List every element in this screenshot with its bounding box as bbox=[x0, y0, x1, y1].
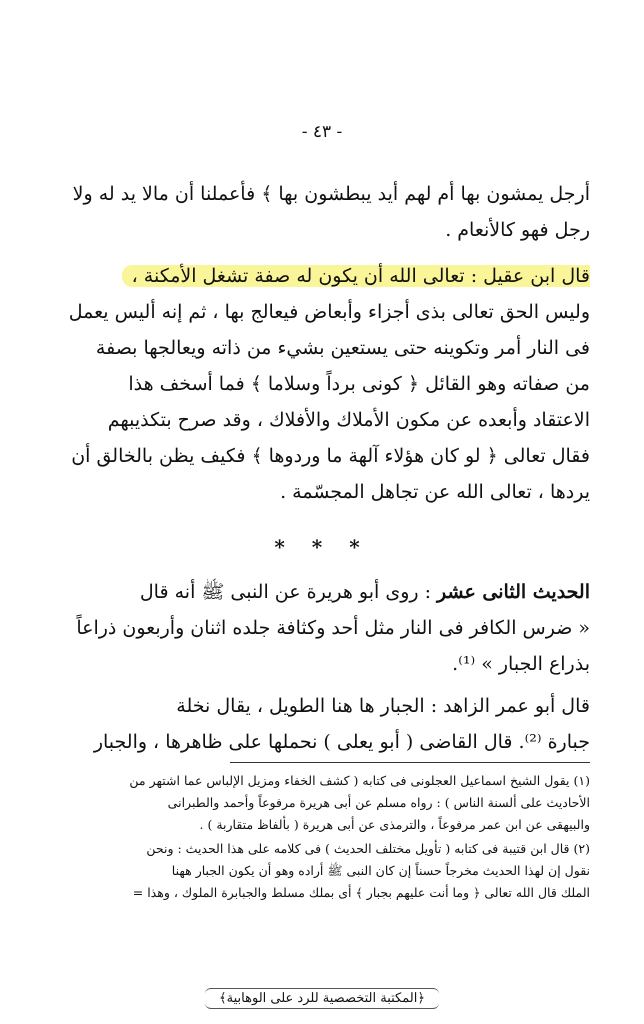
text-line: فقال تعالى ﴿ لو كان هؤلاء آلهة ما وردوها ﴾ فكيف يظن بالخالق أن bbox=[71, 445, 590, 467]
paragraph-4 bbox=[66, 688, 590, 760]
footnote-line: (٢) قال ابن قتيبة فى كتابه ( تأويل مختلف الحديث ) فى كلامه على هذا الحديث : ونحن bbox=[146, 841, 590, 856]
text-line: بذراع الجبار » ⁽¹⁾. bbox=[452, 653, 590, 675]
text-line: جبارة ⁽²⁾. قال القاضى ( أبو يعلى ) نحملها على ظاهرها ، والجبار bbox=[93, 731, 590, 753]
page-number: - ٤٣ - bbox=[301, 122, 343, 142]
text-line: أرجل يمشون بها أم لهم أيد يبطشون بها ﴾ فأعملنا أن مالا يد له ولا bbox=[72, 183, 590, 205]
footnote-2 bbox=[66, 838, 590, 904]
paragraph-3 bbox=[66, 574, 590, 682]
library-footer bbox=[0, 988, 644, 1009]
highlighted-line bbox=[66, 258, 590, 294]
text-line: فى النار أمر وتكوينه حتى يستعين بشيء من ذاته ويعالجها بصفة bbox=[95, 337, 590, 359]
hadith-intro: : روى أبو هريرة عن النبى ﷺ أنه قال bbox=[139, 581, 431, 603]
footnote-line: (١) يقول الشيخ اسماعيل العجلونى فى كتابه ( كشف الخفاء ومزيل الإلباس عما اشتهر من bbox=[129, 773, 590, 788]
footnote-line: نقول إن لهذا الحديث مخرجاً حسناً إن كان النبى ﷺ أراده وهو أن يكون الجبار ههنا bbox=[171, 863, 590, 878]
footnote-divider bbox=[230, 762, 590, 763]
paragraph-1 bbox=[66, 176, 590, 248]
text-line: وليس الحق تعالى بذى أجزاء وأبعاض فيعالج بها ، ثم إنه أليس يعمل bbox=[68, 301, 590, 323]
hadith-title: الحديث الثانى عشر bbox=[437, 581, 590, 603]
highlight-mark: قال ابن عقيل : تعالى الله أن يكون له صفة تشغل الأمكنة ، bbox=[122, 265, 590, 287]
text-line: من صفاته وهو القائل ﴿ كونى برداً وسلاما ﴾ فما أسخف هذا bbox=[128, 373, 590, 395]
text-line bbox=[66, 574, 590, 610]
text-line: « ضرس الكافر فى النار مثل أحد وكثافة جلده اثنان وأربعون ذراعاً bbox=[76, 617, 590, 639]
footnote-line: الأحاديث على ألسنة الناس ) : رواه مسلم عن أبى هريرة مرفوعاً وأحمد والطبرانى bbox=[167, 795, 590, 810]
text-line: يردها ، تعالى الله عن تجاهل المجسّمة . bbox=[280, 481, 590, 503]
section-separator: * * * bbox=[274, 535, 370, 559]
text-line: الاعتقاد وأبعده عن مكون الأملاك والأفلاك ، وقد صرح بتكذيبهم bbox=[107, 409, 590, 431]
paragraph-2 bbox=[66, 258, 590, 510]
footnote-1 bbox=[66, 770, 590, 836]
footnote-line: الملك قال الله تعالى ﴿ وما أنت عليهم بجبار ﴾ أى بملك مسلط والجبابرة الملوك ، وهذا = bbox=[132, 885, 590, 900]
text-line: قال أبو عمر الزاهد : الجبار ها هنا الطويل ، يقال نخلة bbox=[176, 695, 590, 717]
footnote-line: والبيهقى عن ابن عمر مرفوعاً ، والترمذى عن أبى هريرة ( بألفاظ متقاربة ) . bbox=[199, 817, 590, 832]
text-line: رجل فهو كالأنعام . bbox=[445, 219, 590, 241]
footer-label: ﴿المكتبة التخصصية للرد على الوهابية﴾ bbox=[205, 988, 439, 1009]
